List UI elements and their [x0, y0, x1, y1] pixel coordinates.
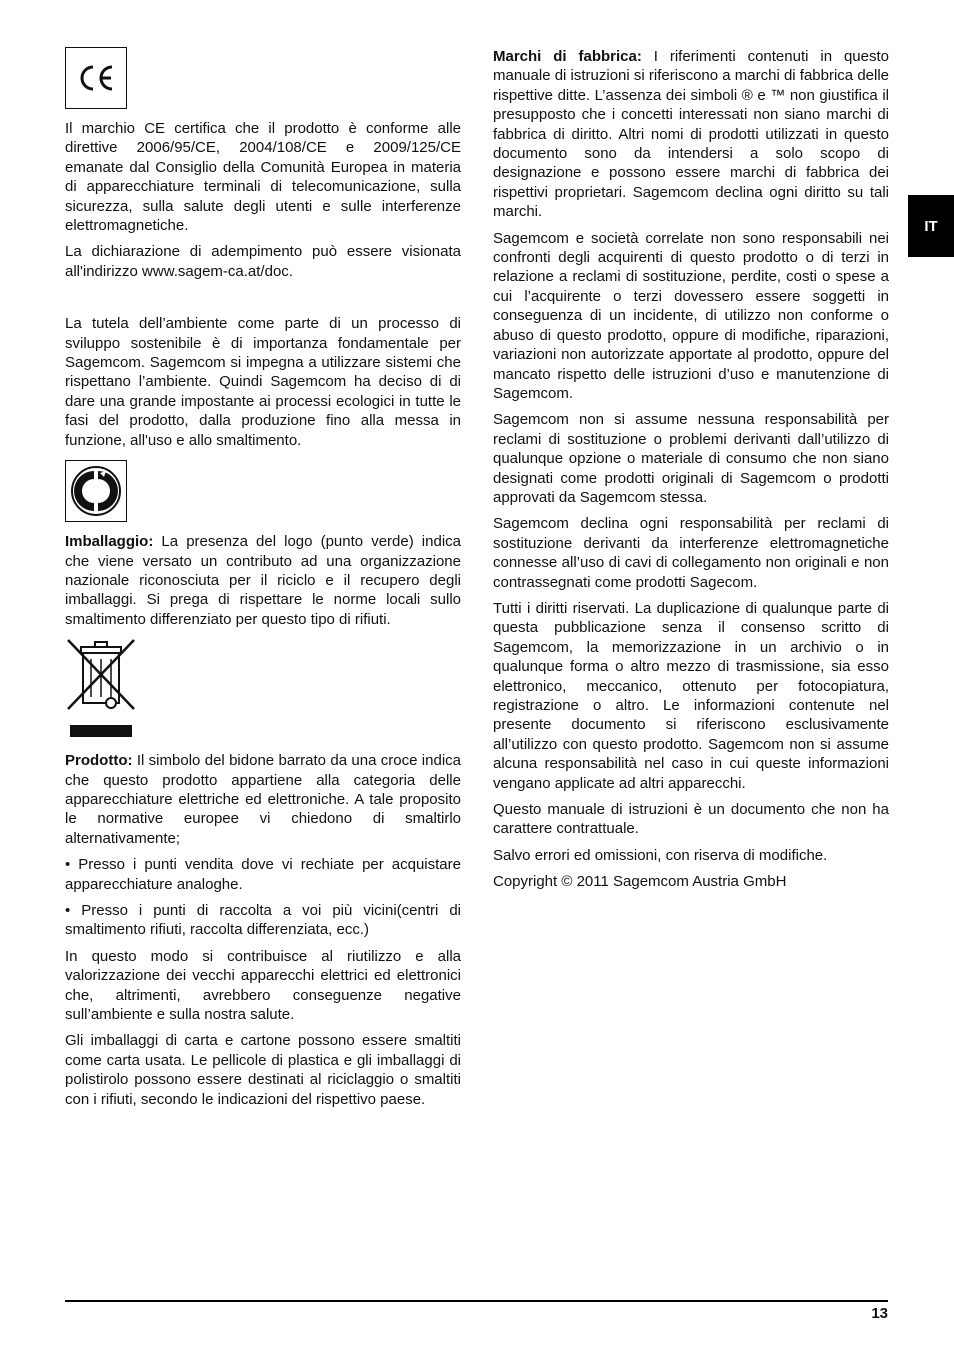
language-tab: IT	[908, 195, 954, 257]
liability-paragraph: Sagemcom non si assume nessuna responsabilità per reclami di sostituzione o problemi derivanti dall’utilizzo di qualunque opzione o materiale di consumo che non siano designati come prodotti originali di Sagemcom o prodotti approvati da Sagemcom stessa.	[493, 411, 889, 506]
left-column	[65, 47, 461, 1116]
right-column	[493, 47, 889, 899]
bullet-item: • Presso i punti di raccolta a voi più vicini(centri di smaltimento rifiuti, raccolta differenziata, ecc.)	[65, 901, 461, 939]
errors-paragraph: Salvo errori ed omissioni, con riserva di modifiche.	[493, 846, 828, 864]
environment-paragraph: La tutela dell’ambiente come parte di un processo di sviluppo sostenibile è di importanza fondamentale per Sagemcom. Sagemcom si impegna a utilizzare sistemi che rispettano l’ambiente. Quindi Sagemcom ha deciso di di dare una grande impostante ai processi ecologici in tutte le fasi del prodotto, dalla produzione fino alla messa in funzione, all'uso e allo smaltimento.	[65, 315, 461, 449]
trademark-text: I riferimenti contenuti in questo manuale di istruzioni si riferiscono a marchi di fabbrica delle rispettive ditte. L’assenza dei simboli ® e ™ non giustifica il presupposto che i concetti interessati non siano marchi di fabbrica di diritto. Altri nomi di prodotti utilizzati in questo documento sono da intendersi a solo scopo di designazione e possono essere marchi di fabbrica dei rispettivi proprietari. Sagemcom declina ogni diritto su tali marchi.	[493, 48, 890, 221]
green-dot-icon	[65, 460, 127, 522]
packaging-text: La presenza del logo (punto verde) indica che viene versato un contributo ad una organizzazione nazionale riconosciuta per il riciclo e il recupero degli imballaggi. Si prega di rispettare le norme locali sullo smaltimento differenziato per questo tipo di rifiuti.	[65, 533, 461, 628]
crossed-bin-icon	[65, 637, 137, 737]
product-text: Il simbolo del bidone barrato da una croce indica che questo prodotto appartiene alla categoria delle apparecchiature elettriche ed elettroniche. A tale proposito le normative europee vi chiedono di smaltirlo alternativamente;	[65, 752, 461, 847]
declaration-paragraph: La dichiarazione di adempimento può essere visionata all'indirizzo www.sagem-ca.at/doc.	[65, 243, 461, 280]
paper-paragraph: Gli imballaggi di carta e cartone possono essere smaltiti come carta usata. Le pellicole di plastica e gli imballaggi di polistirolo possono essere destinati al riciclaggio o smaltiti con i rifiuti, secondo le indicazioni del rispettivo paese.	[65, 1032, 461, 1108]
contract-paragraph: Questo manuale di istruzioni è un documento che non ha carattere contrattuale.	[493, 801, 889, 838]
reuse-paragraph: In questo modo si contribuisce al riutilizzo e alla valorizzazione dei vecchi apparecchi elettrici ed elettronici che, altrimenti, avrebbero conseguenze negative sull’ambiente e sulla nostra salute.	[65, 947, 461, 1023]
copyright-paragraph: Copyright © 2011 Sagemcom Austria GmbH	[493, 873, 787, 891]
packaging-paragraph	[65, 532, 461, 629]
trademark-label: Marchi di fabbrica:	[493, 48, 642, 65]
liability-paragraph: Sagemcom declina ogni responsabilità per reclami di sostituzione derivanti da interferenze elettromagnetiche connesse all’uso di cavi di collegamento non originali e non contrassegnati come prodotti Sagecom.	[493, 515, 889, 591]
product-label: Prodotto:	[65, 752, 133, 770]
ce-paragraph: Il marchio CE certifica che il prodotto è conforme alle direttive 2006/95/CE, 2004/108/CE e 2009/125/CE emanate dal Consiglio della Comunità Europea in materia di apparecchiature terminali di telecomunicazione, sulla sicurezza, sulla salute degli utenti e sulle interferenze elettromagnetiche.	[65, 120, 461, 235]
ce-mark-icon	[65, 47, 127, 109]
packaging-label: Imballaggio:	[65, 533, 154, 551]
rights-paragraph: Tutti i diritti riservati. La duplicazione di qualunque parte di questa pubblicazione senza il consenso scritto di Sagemcom, la memorizzazione in un archivio o in qualunque forma o altro mezzo di trasmissione, sia esso elettronico, meccanico, ottenuto per fotocopiatura, registrazione o altro. Le informazioni contenute nel presente documento si riferiscono esclusivamente all’utilizzo con questo prodotto. Sagemcom non si assume alcuna responsabilità nel caso in cui queste informazioni vengano applicate ad altri apparecchi.	[493, 599, 889, 792]
product-paragraph	[65, 751, 461, 848]
trademark-paragraph	[493, 47, 889, 222]
footer-divider	[65, 1300, 888, 1302]
page-number: 13	[871, 1305, 888, 1322]
liability-paragraph: Sagemcom e società correlate non sono responsabili nei confronti degli acquirenti di questo prodotto o di terzi in relazione a reclami di sostituzione, perdite, costi o spese a cui l’acquirente o terzi dovessero essere soggetti in conseguenza di un incidente, di utilizzo non conforme o abuso di questo prodotto, oppure di modifiche, riparazioni, variazioni non autorizzate apportate al prodotto, oppure del mancato rispetto delle istruzioni d’uso e manutenzione di Sagemcom.	[493, 229, 889, 402]
bullet-item: • Presso i punti vendita dove vi rechiate per acquistare apparecchiature analoghe.	[65, 856, 461, 893]
